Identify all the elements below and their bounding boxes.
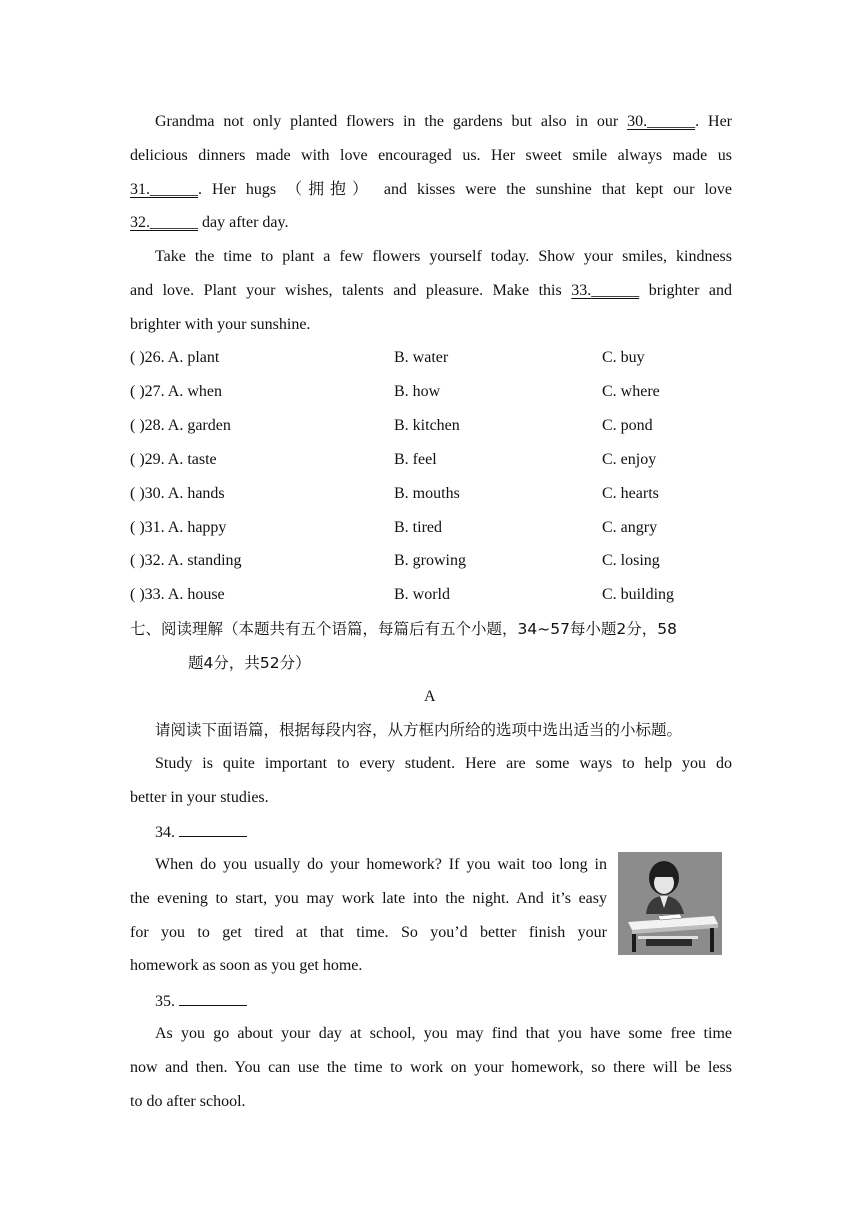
option-b[interactable]: B. tired bbox=[394, 519, 442, 536]
section-heading-cont: 题4分，共52分） bbox=[188, 654, 311, 672]
paragraph-grandma: Grandma not only planted flowers in the gardens but also in our 30.______. Her delicious dinners made with love encouraged us. Her sweet smile always made us 31.______. Her hugs （拥抱） and kisses were the sunshine that kept our love 32.______ day after day. bbox=[130, 113, 732, 232]
question-row bbox=[130, 552, 732, 574]
option-c[interactable]: C. where bbox=[602, 383, 660, 400]
question-number: ( )30. A. hands bbox=[130, 485, 225, 502]
paragraph-34: When do you usually do your homework? If you wait too long in the evening to start, you may work late into the night. And it’s easy for you to get tired at that time. So you’d better finish your homework as soon as you get home. bbox=[130, 856, 607, 975]
student-illustration bbox=[618, 852, 722, 955]
question-row bbox=[130, 349, 732, 371]
option-b[interactable]: B. growing bbox=[394, 552, 466, 569]
question-number: ( )32. A. standing bbox=[130, 552, 242, 569]
heading-blank-34: 34. bbox=[155, 822, 247, 843]
student-homework-image bbox=[618, 852, 722, 955]
blank-32[interactable]: 32.______ bbox=[130, 214, 198, 232]
question-number: ( )33. A. house bbox=[130, 586, 225, 603]
blank-33[interactable]: 33.______ bbox=[571, 281, 640, 299]
option-b[interactable]: B. mouths bbox=[394, 485, 460, 502]
option-c[interactable]: C. building bbox=[602, 586, 675, 603]
question-row bbox=[130, 383, 732, 405]
paragraph-plant-flowers: Take the time to plant a few flowers yourself today. Show your smiles, kindness and love. Plant your wishes, talents and pleasure. Make this 33.______ brighter and brighter with your sunshine. bbox=[130, 248, 733, 333]
passage-instruction: 请阅读下面语篇，根据每段内容，从方框内所给的选项中选出适当的小标题。 bbox=[155, 721, 683, 739]
option-b[interactable]: B. kitchen bbox=[394, 417, 460, 434]
option-c[interactable]: C. pond bbox=[602, 417, 653, 434]
option-b[interactable]: B. feel bbox=[394, 451, 437, 468]
blank-30[interactable]: 30.______ bbox=[627, 113, 696, 130]
question-row bbox=[130, 417, 732, 439]
blank-31[interactable]: 31.______ bbox=[130, 180, 198, 198]
question-number: ( )31. A. happy bbox=[130, 519, 227, 536]
option-c[interactable]: C. hearts bbox=[602, 485, 659, 502]
option-b[interactable]: B. water bbox=[394, 349, 449, 366]
question-number: ( )27. A. when bbox=[130, 383, 222, 400]
option-b[interactable]: B. how bbox=[394, 383, 441, 400]
heading-blank-35: 35. bbox=[155, 991, 247, 1012]
passage-label: A bbox=[424, 688, 436, 705]
option-c[interactable]: C. buy bbox=[602, 349, 645, 366]
option-c[interactable]: C. losing bbox=[602, 552, 660, 569]
question-number: ( )29. A. taste bbox=[130, 451, 217, 468]
paragraph-35: As you go about your day at school, you may find that you have some free time now and then. You can use the time to work on your homework, so there will be less to do after school. bbox=[130, 1025, 732, 1110]
question-row bbox=[130, 519, 732, 541]
question-row bbox=[130, 485, 732, 507]
answer-line-35[interactable] bbox=[179, 991, 247, 1006]
question-number: ( )26. A. plant bbox=[130, 349, 220, 366]
section-heading: 七、阅读理解（本题共有五个语篇，每篇后有五个小题，34~57每小题2分，58 bbox=[130, 620, 678, 638]
option-b[interactable]: B. world bbox=[394, 586, 450, 603]
passage-intro: Study is quite important to every student. Here are some ways to help you do better in your studies. bbox=[130, 755, 732, 806]
answer-line-34[interactable] bbox=[179, 822, 247, 837]
question-number: ( )28. A. garden bbox=[130, 417, 231, 434]
option-c[interactable]: C. enjoy bbox=[602, 451, 657, 468]
option-c[interactable]: C. angry bbox=[602, 519, 658, 536]
question-row bbox=[130, 586, 732, 608]
question-row bbox=[130, 451, 732, 473]
